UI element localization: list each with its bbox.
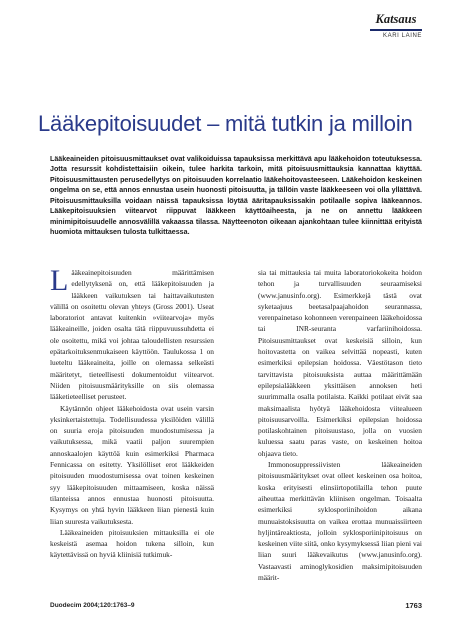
- body-column-left: [50, 264, 214, 561]
- body-column-right: [258, 267, 422, 583]
- section-rule: [370, 29, 422, 31]
- article-title: Lääkepitoisuudet – mitä tutkin ja milloin: [38, 111, 413, 136]
- author-name: KARI LAINE: [382, 33, 422, 39]
- page-number: 1763: [405, 601, 422, 610]
- section-label: Katsaus: [375, 12, 417, 26]
- body-paragraph: [50, 264, 214, 403]
- journal-citation: Duodecim 2004;120:1763–9: [50, 602, 135, 609]
- body-paragraph: sia tai mittauksia tai muita laboratoriokokeita hoidon tehon ja turvallisuuden seuraamiseksi (www.janusinfo.org). Esimerkkejä tästä ovat syketaajuus beetasalpaajahoidon seurannassa, verenpainetaso kohonneen verenpaineen lääkehoidossa tai INR-seuranta varfariinihoidossa. Pitoisuusmittaukset ovat keskeisiä silloin, kun hoitovastetta on vaikea selvittää nopeasti, kuten esimerkiksi epilepsian hoidossa. Väestötason tieto tarvittavista pitoisuuksista auttaa määrittämään epilepsialääkkeen yksittäisen annoksen heti suurimmalla osalla potilaista. Kaikki potilaat eivät saa maksimaalista hyötyä lääkehoidosta viitealueen pitoisuusarvoilla. Esimerkiksi epilepsian hoidossa potilaskohtainen pitoisuustaso, jolla on vuosien kuluessa saatu paras vaste, on keskeinen hoitoa ohjaava tieto.: [258, 268, 422, 458]
- body-paragraph: Immonosuppressiivisten lääkeaineiden pitoisuusmääritykset ovat olleet keskeinen osa hoitoa, koska erityisesti elinsiirtopotilailla tehon puute aiheuttaa merkittävän kliinisen ongelman. Toisaalta esimerkiksi syklosporiinihoidon aikana munuaistoksisuutta on vaikea erottaa munuaissiirteen hyljintäreaktiosta, jolloin syklosporiinipitoisuus on keskeinen viite siitä, onko kysymyksessä liian pieni vai liian suuri lääkevaikutus (www.janusinfo.org). Vastaavasti aminoglykosidien maksimipitoisuuden määrit-: [258, 460, 422, 583]
- body-paragraph: Lääkeaineiden pitoisuuksien mittauksilla ei ole keskeistä asemaa hoidon tukena silloin, kun käytettävissä on hyviä kliinisiä tutkimuk-: [50, 527, 214, 560]
- article-lead: Lääkeaineiden pitoisuusmittaukset ovat valikoiduissa tapauksissa merkittävä apu lääkehoidon toteutuksessa. Jotta resurssit kohdistettaisiin oikein, tulee harkita tarkoin, mitä pitoisuusmittauksia kannattaa käyttää. Pitoisuusmittausten perusedellytys on pitoisuuden korrelaatio lääkehoitovasteeseen. Lääkehoidon keskeinen ongelma on se, että annos ennustaa usein huonosti pitoisuutta, ja tällöin vaste lääkkeeseen voi olla yllättävä. Pitoisuusmittauksilla voidaan näissä tapauksissa löytää ääritapauksissakin potilaalle sopiva lääkeannos. Lääkepitoisuuksien viitearvot riippuvat lääkkeen käyttöaiheesta, ja ne on annettu lääkkeen minimipitoisuudelle annosvälillä vakaassa tilassa. Näytteenoton oikeaan ajankohtaan tulee kiinnittää erityistä huomiota mittauksen tulosta tulkittaessa.: [50, 155, 422, 237]
- drop-cap: L: [50, 264, 69, 297]
- body-paragraph: Käytännön ohjeet lääkehoidosta ovat usein varsin yksinkertaistettuja. Todellisuudessa yksilöiden välillä on suuria eroja pitoisuuden muodostumisessa ja vaikutuksessa, mikä vaatii paljon suurempien annoskaalojen käyttöä kuin esimerkiksi Pharmaca Fennicassa on esitetty. Yksilölliset erot lääkkeiden pitoisuuden muodostumisessa ovat toinen keskeinen syy lääkepitoisuuden mittaamiseen, koska näissä tilanteissa annos ennustaa huonosti pitoisuutta. Kysymys on yhtä hyvin lääkkeen liian pienestä kuin liian suuresta vaikutuksesta.: [50, 403, 214, 526]
- body-text: ääkeainepitoisuuden määrittämisen edellytyksenä on, että lääkepitoisuuden ja lääkkeen vaikutuksen tai haittavaikutusten välillä on osoitettu olevan yhteys (Gross 2001). Useat laboratoriot antavat kuitenkin »viitearvoja» myös lääkeaineille, joiden osalta tätä riippuvuussuhdetta ei ole osoitettu, mikä voi johtaa taloudellisten resurssien epätarkoituksenmukaiseen käyttöön. Taulukossa 1 on lueteltu lääkeaineita, joille on olemassa selkeästi määritetyt, tieteellisesti dokumentoidut viitearvot. Niiden pitoisuusmäärityksille on siis olemassa lääketieteelliset perusteet.: [50, 268, 214, 402]
